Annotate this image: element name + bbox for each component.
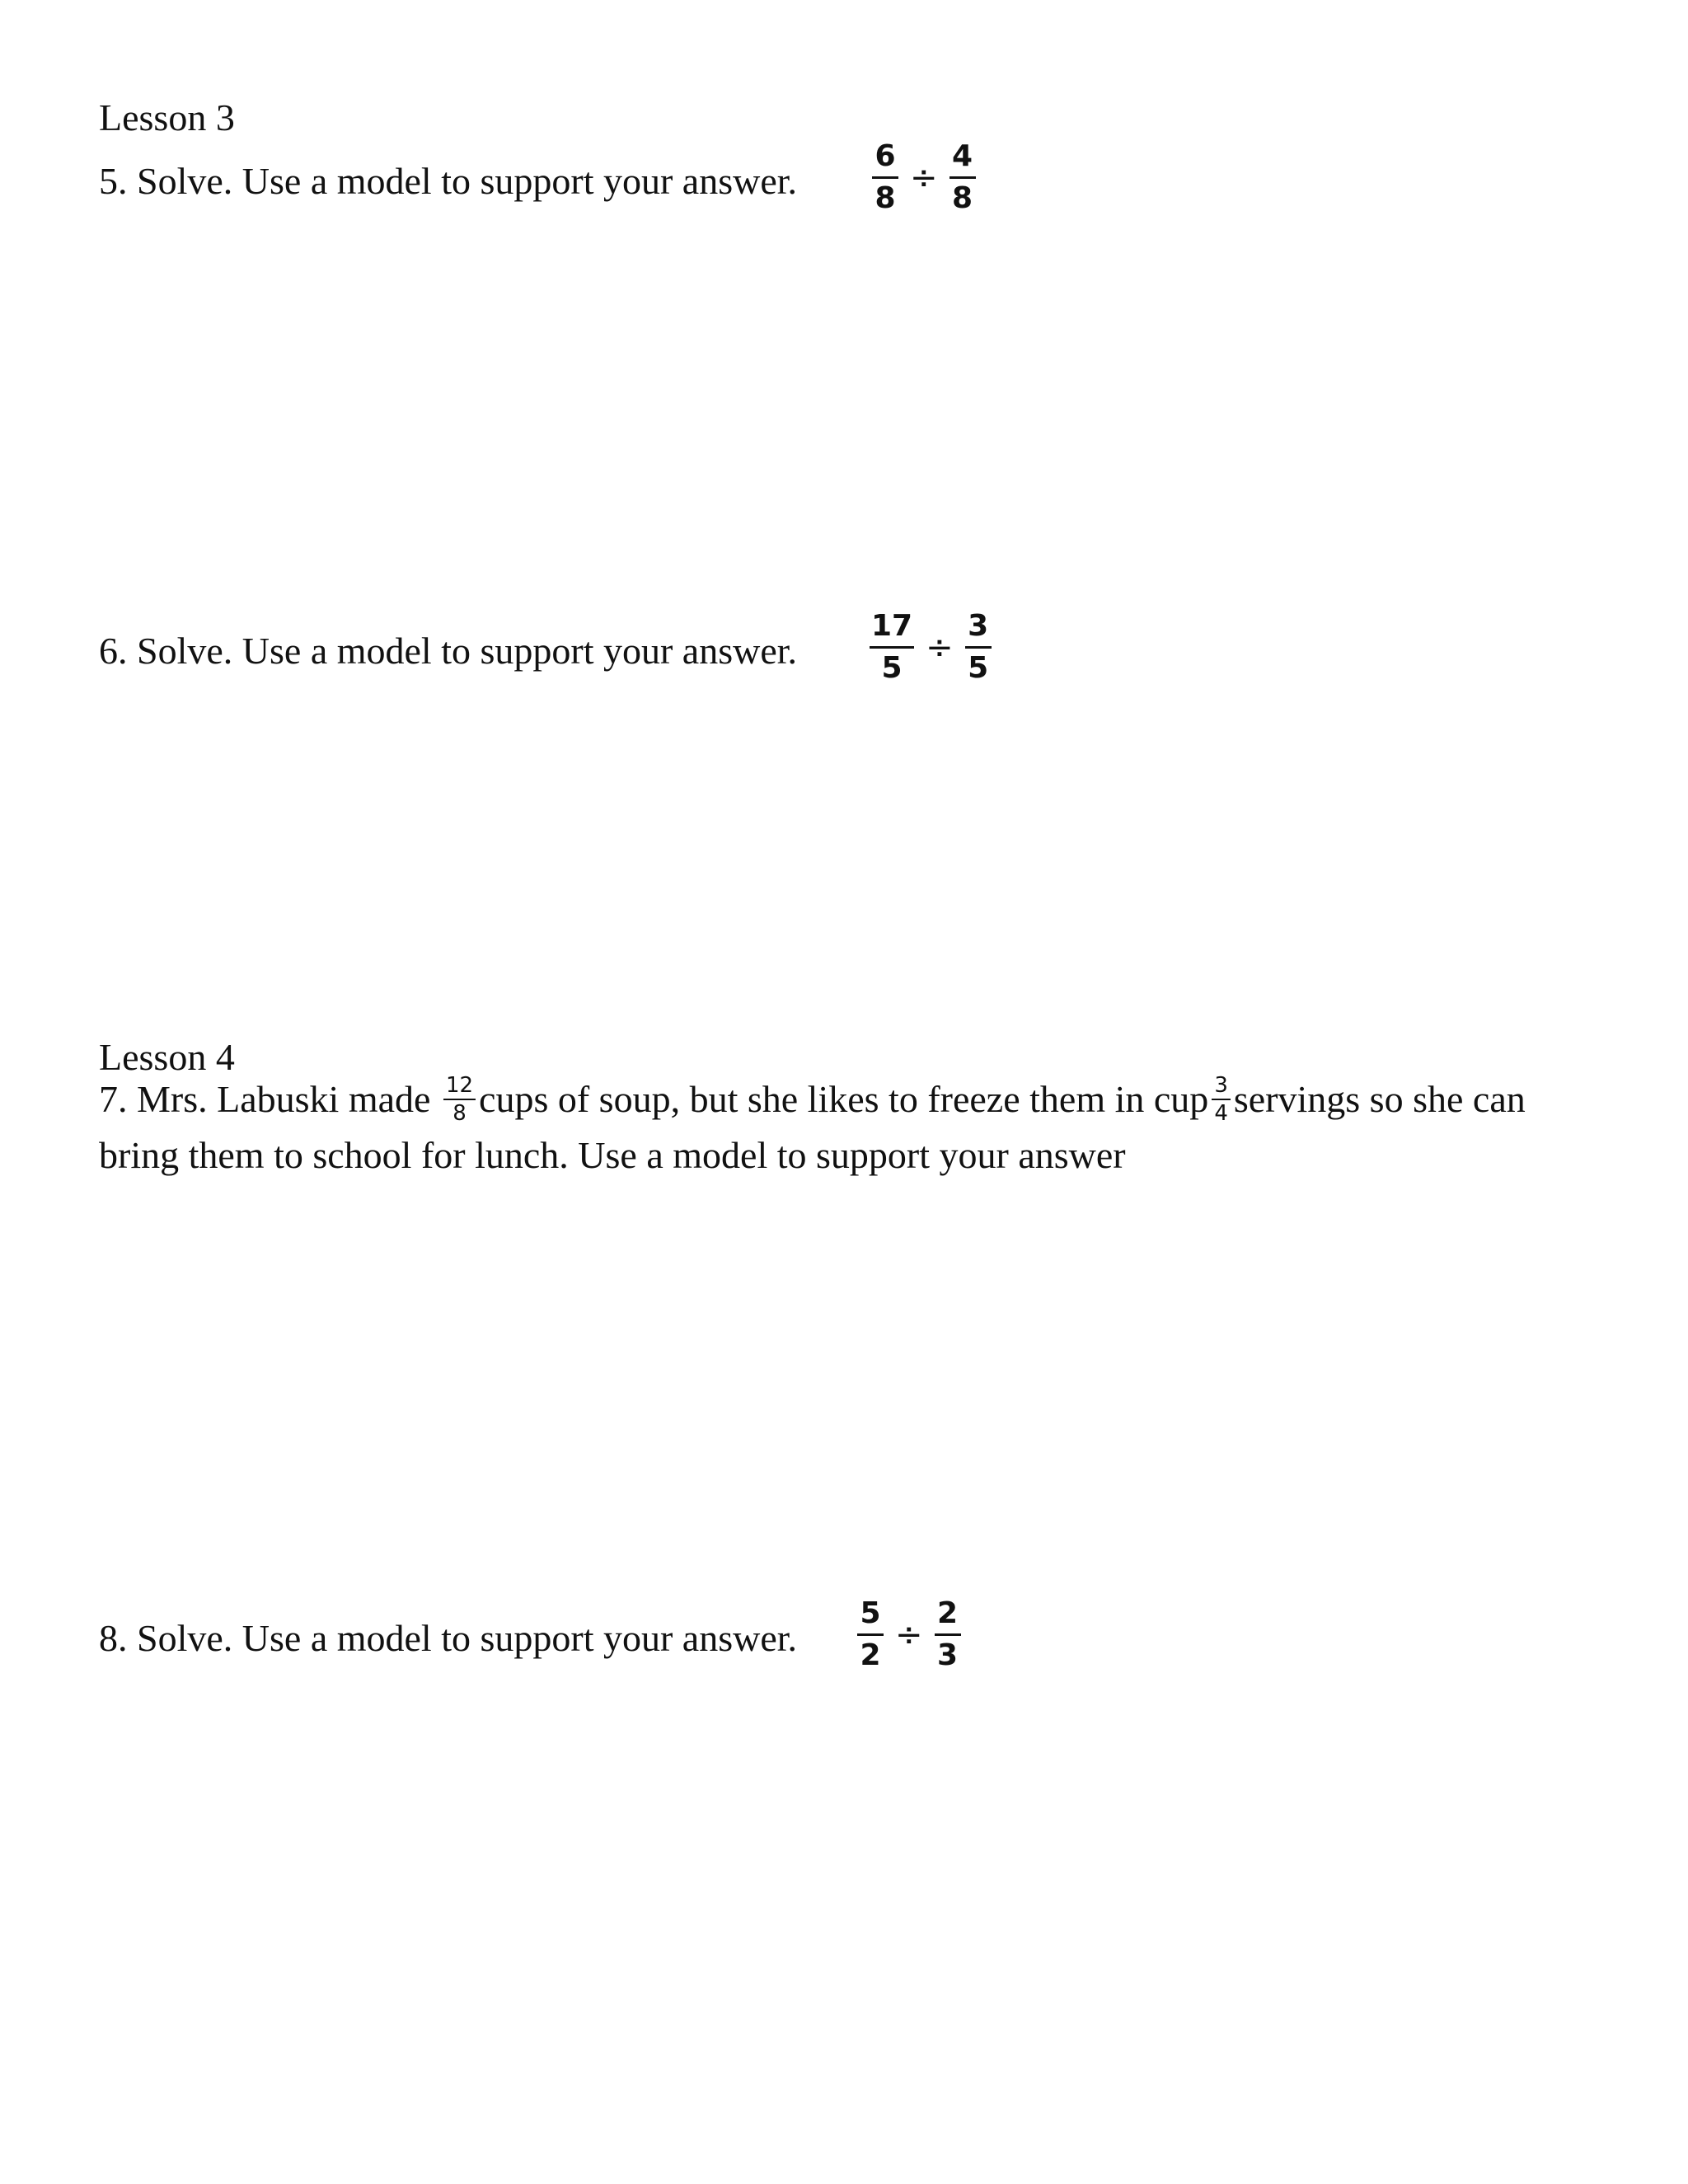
numerator: 4 (950, 142, 976, 179)
fraction-divisor (950, 139, 976, 215)
question-6-expression (870, 609, 992, 685)
question-5-prompt: 5. Solve. Use a model to support your answer. (99, 160, 798, 202)
denominator: 5 (968, 651, 989, 685)
question-8-prompt: 8. Solve. Use a model to support your answer. (99, 1617, 798, 1659)
question-5-expression (872, 139, 976, 215)
denominator: 8 (951, 181, 973, 215)
denominator: 2 (860, 1638, 881, 1672)
numerator: 2 (935, 1599, 961, 1636)
question-6-prompt: 6. Solve. Use a model to support your answer. (99, 630, 798, 672)
denominator: 8 (874, 181, 896, 215)
denominator: 3 (936, 1638, 959, 1672)
divide-sign: ÷ (926, 628, 954, 667)
fraction-divisor (965, 609, 992, 685)
question-8-expression (857, 1596, 961, 1672)
divide-sign: ÷ (895, 1615, 923, 1654)
question-7-text-start (99, 1071, 1526, 1127)
numerator: 12 (443, 1075, 476, 1100)
numerator: 3 (1212, 1075, 1231, 1100)
fraction-dividend (872, 139, 898, 215)
lesson-4-heading: Lesson 4 (99, 1036, 235, 1078)
fraction-dividend (870, 609, 914, 685)
question-7-part-1: 7. Mrs. Labuski made (99, 1078, 431, 1120)
question-7 (99, 1071, 1566, 1183)
question-7-line-1 (99, 1071, 1566, 1127)
denominator: 8 (452, 1101, 467, 1127)
question-7-part-3: servings so she can (1233, 1078, 1526, 1120)
numerator: 3 (965, 612, 992, 649)
fraction-twelve-eighths (443, 1073, 476, 1127)
question-7-part-2: cups of soup, but she likes to freeze them in cup (479, 1078, 1209, 1120)
denominator: 5 (881, 651, 903, 685)
question-7-line-2: bring them to school for lunch. Use a model to support your answer (99, 1134, 1126, 1177)
divide-sign: ÷ (910, 158, 938, 197)
denominator: 4 (1214, 1101, 1228, 1127)
fraction-dividend (857, 1596, 884, 1672)
numerator: 17 (870, 612, 914, 649)
lesson-3-heading: Lesson 3 (99, 96, 235, 138)
fraction-three-fourths (1212, 1073, 1231, 1127)
numerator: 5 (857, 1599, 884, 1636)
fraction-divisor (935, 1596, 961, 1672)
numerator: 6 (872, 142, 898, 179)
